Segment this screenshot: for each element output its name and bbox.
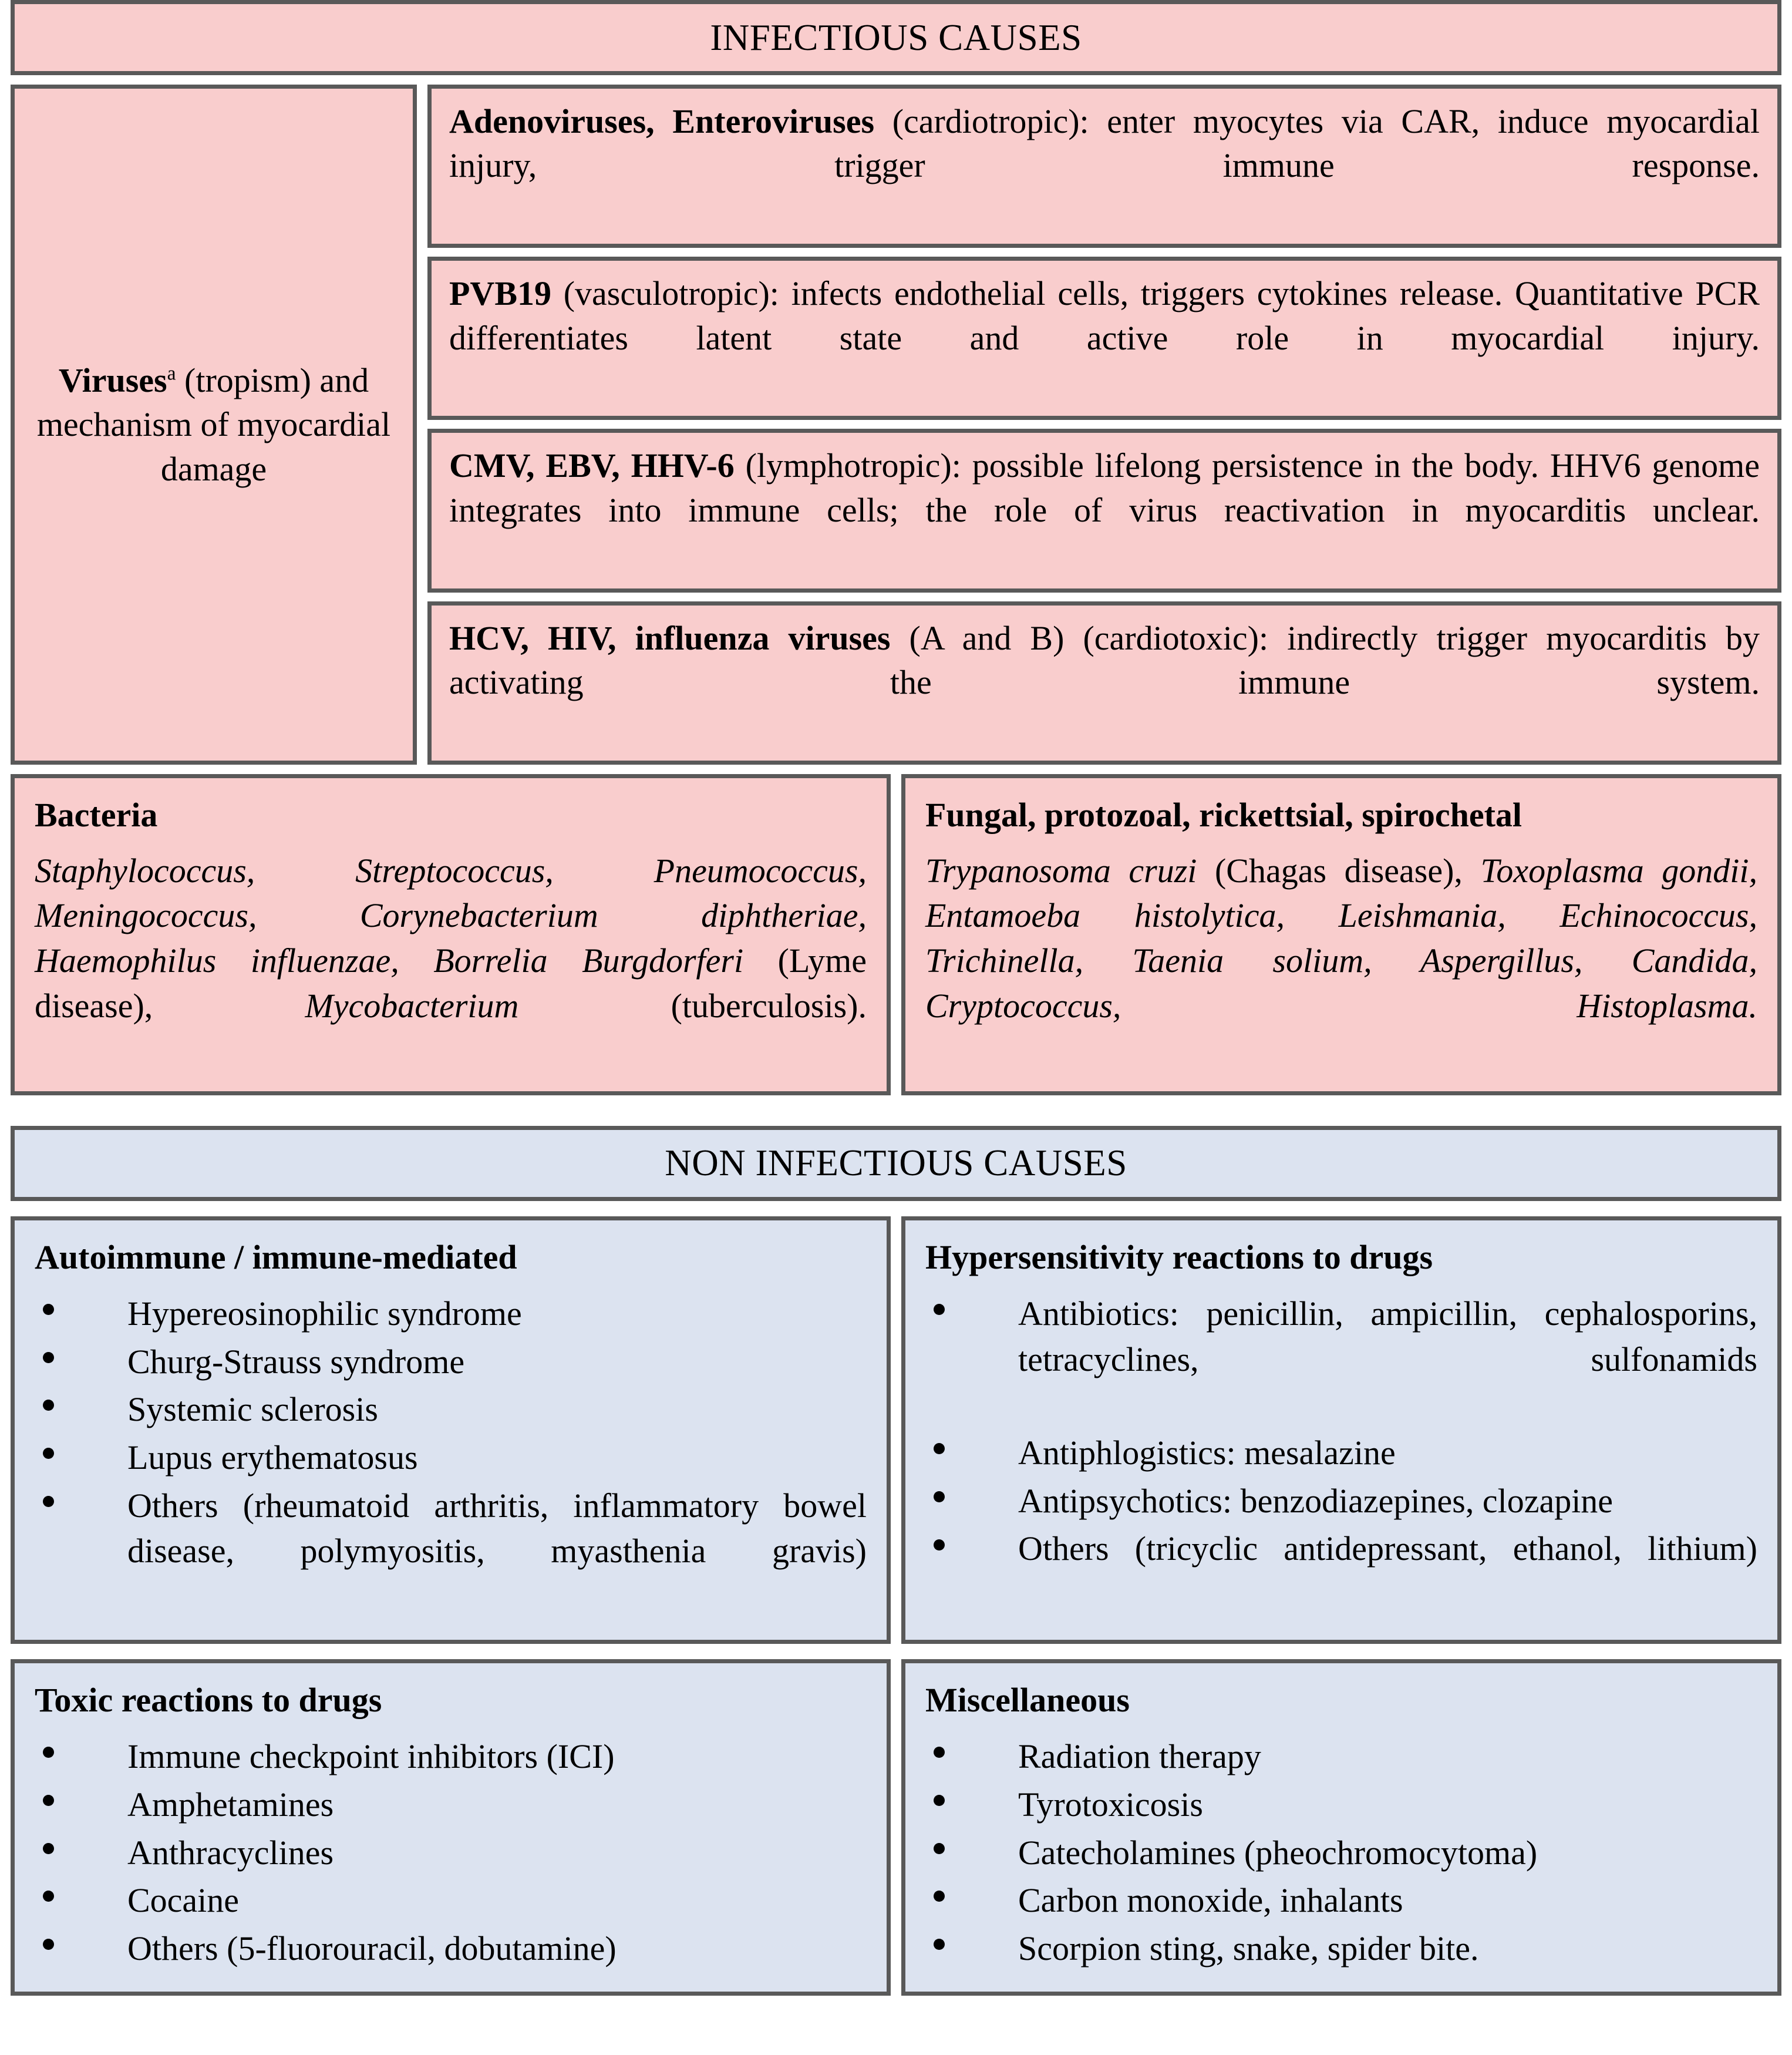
list-item-label: Anthracyclines (127, 1833, 334, 1872)
list-item (35, 1291, 867, 1337)
virus-items-column (427, 85, 1781, 765)
viruses-label-cell (11, 85, 417, 765)
list-item (35, 1830, 867, 1876)
hypersensitivity-title: Hypersensitivity reactions to drugs (925, 1237, 1433, 1276)
virus-agent-name: PVB19 (449, 274, 551, 313)
toxic-reactions-list (35, 1734, 867, 1972)
virus-agent-name: Adenoviruses, Enteroviruses (449, 102, 875, 140)
bullet-icon (43, 1400, 54, 1411)
bullet-icon (934, 1443, 945, 1454)
bullet-icon (934, 1891, 945, 1902)
bullet-icon (43, 1747, 54, 1758)
bullet-icon (934, 1304, 945, 1315)
toxic-reactions-box (11, 1659, 891, 1996)
infectious-causes-title: INFECTIOUS CAUSES (710, 16, 1082, 58)
bacteria-italic-2: Mycobacterium (305, 986, 671, 1025)
bullet-icon (43, 1448, 54, 1459)
list-item-label: Antipsychotics: benzodiazepines, clozapine (1018, 1481, 1614, 1520)
list-item (925, 1926, 1757, 1972)
bacteria-box (11, 774, 891, 1095)
miscellaneous-title: Miscellaneous (925, 1680, 1130, 1719)
infectious-causes-banner (11, 0, 1781, 75)
bullet-icon (43, 1496, 54, 1507)
bullet-icon (934, 1539, 945, 1551)
bullet-icon (934, 1747, 945, 1758)
viruses-row (11, 85, 1781, 765)
list-item (925, 1430, 1757, 1476)
virus-description: (cardiotropic): enter myocytes via CAR, induce myocardial injury, trigger immune response. (449, 102, 1760, 185)
bullet-icon (934, 1843, 945, 1854)
virus-description: (vasculotropic): infects endothelial cells, triggers cytokines release. Quantitative PCR differentiates latent state and active role in myocardial injury. (449, 274, 1760, 357)
list-item (925, 1291, 1757, 1428)
bullet-icon (934, 1939, 945, 1950)
hypersensitivity-list (925, 1291, 1757, 1617)
list-item-label: Scorpion sting, snake, spider bite. (1018, 1929, 1479, 1968)
virus-item-adeno-entero (427, 85, 1781, 248)
virus-item-cmv-ebv-hhv6 (427, 429, 1781, 592)
list-item-label: Carbon monoxide, inhalants (1018, 1881, 1403, 1920)
list-item-label: Others (tricyclic antidepressant, ethanol, lithium) (1018, 1529, 1757, 1568)
autoimmune-box (11, 1216, 891, 1644)
miscellaneous-box (901, 1659, 1781, 1996)
virus-item-pvb19 (427, 257, 1781, 420)
list-item (35, 1483, 867, 1620)
list-item-label: Antibiotics: penicillin, ampicillin, cephalosporins, tetracyclines, sulfonamids (1018, 1294, 1757, 1378)
list-item (925, 1782, 1757, 1828)
bacteria-roman-2: (tuberculosis). (671, 986, 867, 1025)
autoimmune-title: Autoimmune / immune-mediated (35, 1237, 517, 1276)
fungal-italic-2: Toxoplasma gondii, Entamoeba histolytica, Leishmania, Echinococcus, Trichinella, Taenia solium, Aspergillus, Candida, Cryptococcus, Histoplasma. (925, 851, 1758, 1025)
list-item-label: Amphetamines (127, 1785, 334, 1824)
list-item-label: Lupus erythematosus (127, 1438, 418, 1477)
list-item-label: Tyrotoxicosis (1018, 1785, 1203, 1824)
toxic-reactions-title: Toxic reactions to drugs (35, 1680, 382, 1719)
list-item (925, 1878, 1757, 1923)
autoimmune-hypersensitivity-row (11, 1216, 1781, 1644)
fungal-protozoal-title: Fungal, protozoal, rickettsial, spirochetal (925, 795, 1522, 834)
bullet-icon (43, 1795, 54, 1806)
list-item (35, 1926, 867, 1972)
list-item-label: Others (rheumatoid arthritis, inflammatory bowel disease, polymyositis, myasthenia gravis) (127, 1486, 867, 1570)
virus-description: (lymphotropic): possible lifelong persistence in the body. HHV6 genome integrates into immune cells; the role of virus reactivation in myocarditis unclear. (449, 446, 1760, 529)
bacteria-italic-1: Staphylococcus, Streptococcus, Pneumococcus, Meningococcus, Corynebacterium diphtheriae, Haemophilus influenzae, Borrelia Burgdorferi (35, 851, 867, 980)
list-item (35, 1387, 867, 1432)
non-infectious-causes-banner (11, 1126, 1781, 1201)
autoimmune-list (35, 1291, 867, 1620)
list-item-label: Systemic sclerosis (127, 1390, 378, 1429)
virus-agent-name: CMV, EBV, HHV-6 (449, 446, 735, 485)
list-item (925, 1526, 1757, 1617)
non-infectious-causes-title: NON INFECTIOUS CAUSES (665, 1142, 1127, 1184)
bullet-icon (43, 1891, 54, 1902)
list-item (35, 1435, 867, 1481)
list-item-label: Cocaine (127, 1881, 240, 1920)
list-item (925, 1478, 1757, 1524)
list-item (35, 1734, 867, 1780)
list-item-label: Radiation therapy (1018, 1737, 1261, 1776)
bullet-icon (43, 1843, 54, 1854)
fungal-protozoal-box (901, 774, 1781, 1095)
list-item (35, 1782, 867, 1828)
miscellaneous-list (925, 1734, 1757, 1972)
bacteria-roman-1: (Lyme disease), (35, 941, 867, 1025)
virus-item-hcv-hiv-influenza (427, 601, 1781, 765)
fungal-protozoal-list (925, 849, 1757, 1074)
list-item (925, 1734, 1757, 1780)
viruses-label-superscript: a (167, 362, 176, 385)
bacteria-list (35, 849, 867, 1074)
bullet-icon (43, 1304, 54, 1315)
bullet-icon (43, 1939, 54, 1950)
list-item-label: Immune checkpoint inhibitors (ICI) (127, 1737, 615, 1776)
viruses-label-rest: (tropism) and mechanism of myocardial damage (36, 361, 391, 488)
bullet-icon (43, 1352, 54, 1363)
bullet-icon (934, 1795, 945, 1806)
list-item-label: Churg-Strauss syndrome (127, 1342, 465, 1381)
list-item-label: Antiphlogistics: mesalazine (1018, 1434, 1396, 1472)
list-item-label: Hypereosinophilic syndrome (127, 1294, 522, 1333)
viruses-label-text (30, 358, 398, 491)
virus-description: (A and B) (cardiotoxic): indirectly trigger myocarditis by activating the immune system. (449, 618, 1760, 701)
bacteria-title: Bacteria (35, 795, 158, 834)
fungal-roman-1: (Chagas disease), (1214, 851, 1481, 890)
bullet-icon (934, 1491, 945, 1502)
viruses-label-bold: Viruses (58, 361, 167, 399)
list-item (35, 1878, 867, 1923)
fungal-italic-1: Trypanosoma cruzi (925, 851, 1215, 890)
hypersensitivity-box (901, 1216, 1781, 1644)
list-item (925, 1830, 1757, 1876)
list-item (35, 1339, 867, 1385)
virus-agent-name: HCV, HIV, influenza viruses (449, 618, 891, 657)
bacteria-fungal-row (11, 774, 1781, 1095)
list-item-label: Catecholamines (pheochromocytoma) (1018, 1833, 1538, 1872)
toxic-miscellaneous-row (11, 1659, 1781, 1996)
list-item-label: Others (5-fluorouracil, dobutamine) (127, 1929, 617, 1968)
